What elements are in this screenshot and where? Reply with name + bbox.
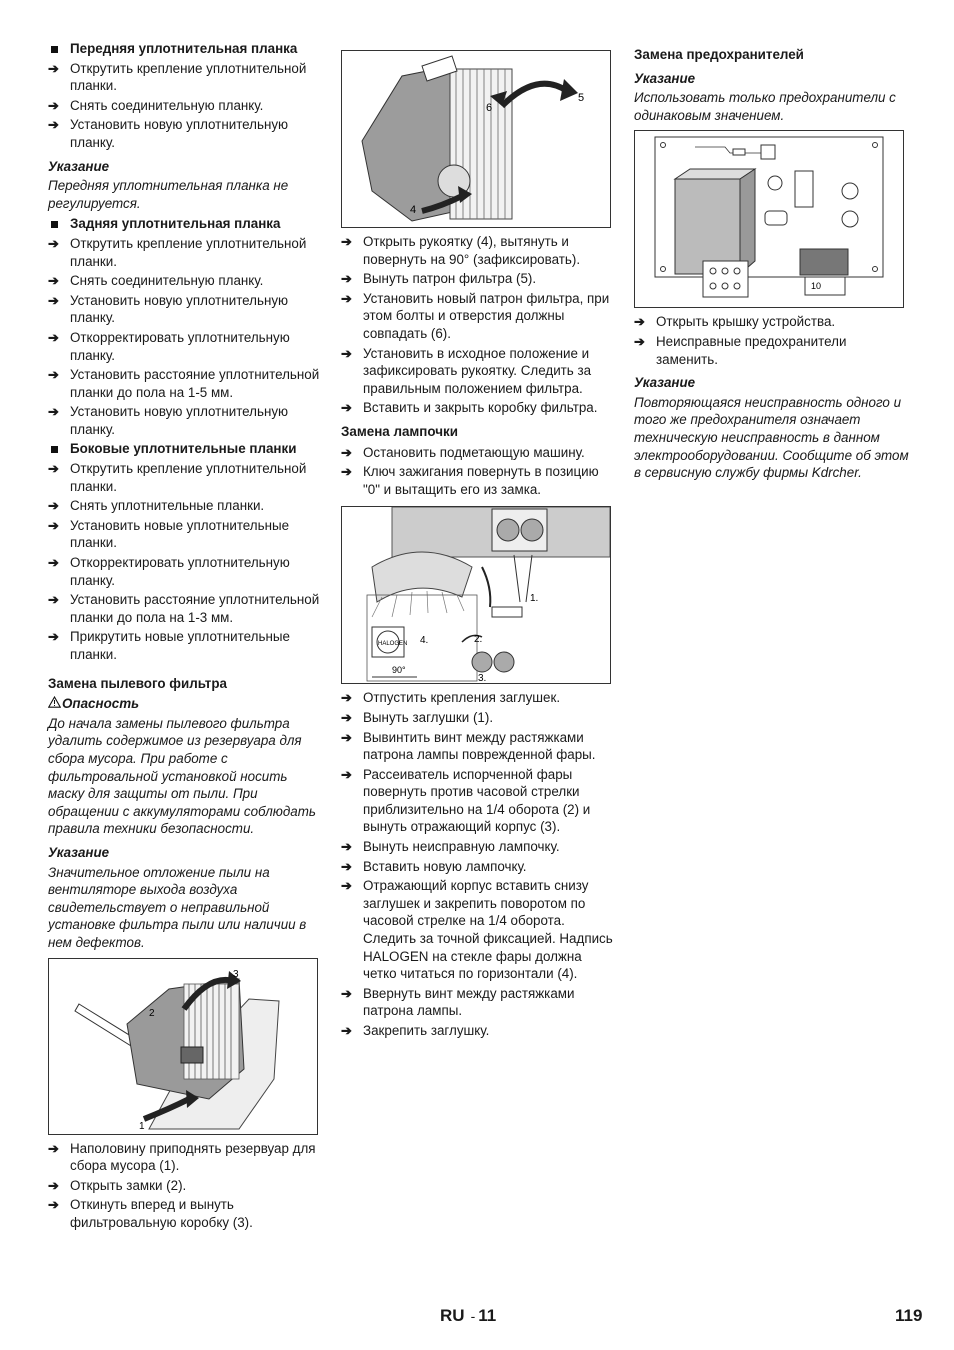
arrow-icon: ➔ bbox=[48, 461, 59, 477]
column-left bbox=[48, 40, 322, 1233]
figure-label: 4 bbox=[410, 204, 417, 216]
step: ➔ Ключ зажигания повернуть в позицию "0" и вытащить его из замка. bbox=[341, 464, 599, 497]
step: ➔ Установить в исходное положение и зафиксировать рукоятку. Следить за правильным положением фильтра. bbox=[341, 345, 592, 396]
note-heading: Указание bbox=[634, 375, 696, 391]
arrow-icon: ➔ bbox=[48, 498, 59, 514]
step: ➔ Установить новую уплотнительную планку. bbox=[48, 292, 289, 326]
step: ➔ Установить новые уплотнительные планки. bbox=[48, 517, 290, 551]
step: ➔ Прикрутить новые уплотнительные планки. bbox=[48, 629, 290, 662]
arrow-icon: ➔ bbox=[341, 290, 352, 306]
arrow-icon: ➔ bbox=[634, 333, 645, 349]
step: ➔ Установить расстояние уплотнительной планки до пола на 1-5 мм. bbox=[48, 367, 320, 400]
figure-filter-box bbox=[48, 958, 318, 1135]
note-heading: Указание bbox=[48, 844, 110, 860]
step: ➔ Рассеиватель испорченной фары повернуть против часовой стрелки приблизительно на 1/4 оборота (2) и вынуть отражающий корпус (3). bbox=[341, 766, 591, 835]
arrow-icon: ➔ bbox=[341, 878, 352, 894]
step: ➔ Открутить крепление уплотнительной планки. bbox=[48, 235, 307, 269]
arrow-icon: ➔ bbox=[341, 345, 352, 361]
arrow-icon: ➔ bbox=[341, 271, 352, 287]
step: ➔ Открыть крышку устройства. bbox=[634, 314, 836, 330]
figure-label: 5 bbox=[578, 92, 585, 104]
arrow-icon: ➔ bbox=[48, 404, 59, 420]
arrow-icon: ➔ bbox=[341, 234, 352, 249]
arrow-icon: ➔ bbox=[341, 400, 352, 416]
note-text: Использовать только предохранители с одинаковым значением. bbox=[634, 90, 896, 123]
step: ➔ Открутить крепление уплотнительной планки. bbox=[48, 461, 307, 494]
arrow-icon: ➔ bbox=[48, 517, 59, 533]
arrow-icon: ➔ bbox=[341, 1023, 352, 1038]
step: ➔ Отражающий корпус вставить снизу заглушек и закрепить поворотом по часовой стрелке на 1/4 оборота. Следить за точной фиксацией. Надпись HALOGEN на стекле фары должна четко читаться по горизонтали (4). bbox=[341, 878, 613, 982]
step: ➔ Установить новую уплотнительную планку. bbox=[48, 117, 289, 150]
section-heading-lamp: Замена лампочки bbox=[341, 423, 458, 439]
arrow-icon: ➔ bbox=[48, 235, 59, 251]
column-middle bbox=[341, 46, 617, 1042]
step: ➔ Остановить подметающую машину. bbox=[341, 444, 585, 460]
step: ➔ Откинуть вперед и вынуть фильтровальную коробку (3). bbox=[48, 1197, 253, 1230]
step: ➔ Установить расстояние уплотнительной планки до пола на 1-3 мм. bbox=[48, 592, 320, 625]
figure-label: 90° bbox=[392, 665, 406, 676]
page-number: 119 bbox=[895, 1306, 923, 1325]
arrow-icon: ➔ bbox=[48, 592, 59, 608]
note-text: Передняя уплотнительная планка не регулируется. bbox=[48, 178, 289, 211]
arrow-icon: ➔ bbox=[48, 329, 59, 345]
note-heading: Указание bbox=[634, 70, 696, 86]
step: ➔ Вынуть патрон фильтра (5). bbox=[341, 271, 537, 287]
arrow-icon: ➔ bbox=[48, 367, 59, 383]
step: ➔ Вывинтить винт между растяжками патрона лампы поврежденной фары. bbox=[341, 729, 596, 763]
figure-label: 3. bbox=[478, 673, 487, 684]
step: ➔ Откорректировать уплотнительную планку. bbox=[48, 329, 290, 363]
section-heading-dust-filter: Замена пылевого фильтра bbox=[48, 675, 227, 691]
figure-label: HALOGEN bbox=[378, 641, 408, 648]
step: ➔ Ввернуть винт между растяжками патрона лампы. bbox=[341, 985, 575, 1019]
arrow-icon: ➔ bbox=[341, 709, 352, 725]
figure-label: 10 bbox=[811, 281, 822, 292]
section-heading-rear-seal: Задняя уплотнительная планка bbox=[48, 215, 322, 233]
footer-dash: - bbox=[470, 1308, 476, 1324]
note-text: Значительное отложение пыли на вентиляторе выхода воздуха свидетельствует о неправильной установке фильтра пыли или наличии в нем дефектов. bbox=[48, 864, 307, 950]
arrow-icon: ➔ bbox=[341, 766, 352, 782]
step: ➔ Неисправные предохранители заменить. bbox=[634, 333, 847, 367]
step: ➔ Наполовину приподнять резервуар для сбора мусора (1). bbox=[48, 1140, 316, 1174]
footer-lang: RU bbox=[440, 1306, 465, 1325]
step: ➔ Вставить и закрыть коробку фильтра. bbox=[341, 400, 598, 416]
arrow-icon: ➔ bbox=[48, 1177, 59, 1193]
figure-label: 3 bbox=[233, 968, 239, 980]
figure-lamp-replacement bbox=[341, 506, 611, 684]
step: ➔ Отпустить крепления заглушек. bbox=[341, 690, 561, 706]
figure-label: 2. bbox=[474, 634, 483, 646]
note-heading: Указание bbox=[48, 158, 110, 174]
arrow-icon: ➔ bbox=[48, 117, 59, 133]
arrow-icon: ➔ bbox=[341, 839, 352, 855]
arrow-icon: ➔ bbox=[634, 314, 645, 330]
step: ➔ Вынуть заглушки (1). bbox=[341, 709, 494, 725]
step: ➔ Открыть рукоятку (4), вытянуть и повернуть на 90° (зафиксировать). bbox=[341, 234, 581, 267]
arrow-icon: ➔ bbox=[48, 97, 59, 113]
step: ➔ Откорректировать уплотнительную планку. bbox=[48, 555, 290, 588]
arrow-icon: ➔ bbox=[341, 464, 352, 480]
figure-label: 2 bbox=[149, 1007, 155, 1019]
figure-fuse-board bbox=[634, 130, 904, 308]
figure-label: 4. bbox=[420, 635, 429, 647]
arrow-icon: ➔ bbox=[48, 273, 59, 289]
figure-label: 1 bbox=[139, 1120, 145, 1132]
warning-triangle-icon bbox=[48, 695, 62, 713]
step: ➔ Вставить новую лампочку. bbox=[341, 858, 527, 874]
danger-heading: Опасность bbox=[48, 695, 322, 713]
footer-section bbox=[440, 1306, 496, 1326]
arrow-icon: ➔ bbox=[48, 555, 59, 571]
arrow-icon: ➔ bbox=[341, 444, 352, 460]
figure-filter-cartridge bbox=[341, 50, 611, 228]
arrow-icon: ➔ bbox=[48, 1197, 59, 1213]
figure-label: 1. bbox=[530, 593, 539, 605]
step: ➔ Установить новую уплотнительную планку. bbox=[48, 404, 289, 437]
figure-label: 6 bbox=[486, 102, 493, 114]
arrow-icon: ➔ bbox=[341, 690, 352, 706]
arrow-icon: ➔ bbox=[341, 985, 352, 1001]
step: ➔ Снять уплотнительные планки. bbox=[48, 498, 265, 514]
column-right bbox=[634, 46, 910, 485]
arrow-icon: ➔ bbox=[341, 858, 352, 874]
section-heading-fuses: Замена предохранителей bbox=[634, 47, 804, 62]
section-heading-side-seals: Боковые уплотнительные планки bbox=[48, 440, 322, 458]
step: ➔ Открутить крепление уплотнительной планки. bbox=[48, 60, 307, 94]
arrow-icon: ➔ bbox=[48, 60, 59, 76]
step: ➔ Открыть замки (2). bbox=[48, 1177, 187, 1193]
note-text: Повторяющаяся неисправность одного и того же предохранителя означает техническую неисправность в данном электрооборудовании. Сообщите об этом в сервисную службу фирмы Kdrcher. bbox=[634, 394, 909, 481]
footer-section-page: 11 bbox=[478, 1306, 497, 1325]
step: ➔ Закрепить заглушку. bbox=[341, 1023, 490, 1038]
section-heading-front-seal: Передняя уплотнительная планка bbox=[48, 40, 322, 58]
step: ➔ Снять соединительную планку. bbox=[48, 273, 264, 289]
step: ➔ Установить новый патрон фильтра, при этом болты и отверстия должны совпадать (6). bbox=[341, 290, 610, 341]
step: ➔ Снять соединительную планку. bbox=[48, 97, 264, 113]
step: ➔ Вынуть неисправную лампочку. bbox=[341, 839, 560, 855]
arrow-icon: ➔ bbox=[48, 1140, 59, 1156]
danger-text: До начала замены пылевого фильтра удалить содержимое из резервуара для сбора мусора. При работе с фильтровальной установкой носить маску для защиты от пыли. При обращении с аккумуляторами соблюдать правила техники безопасности. bbox=[48, 715, 316, 837]
arrow-icon: ➔ bbox=[48, 629, 59, 645]
arrow-icon: ➔ bbox=[48, 292, 59, 308]
arrow-icon: ➔ bbox=[341, 729, 352, 745]
